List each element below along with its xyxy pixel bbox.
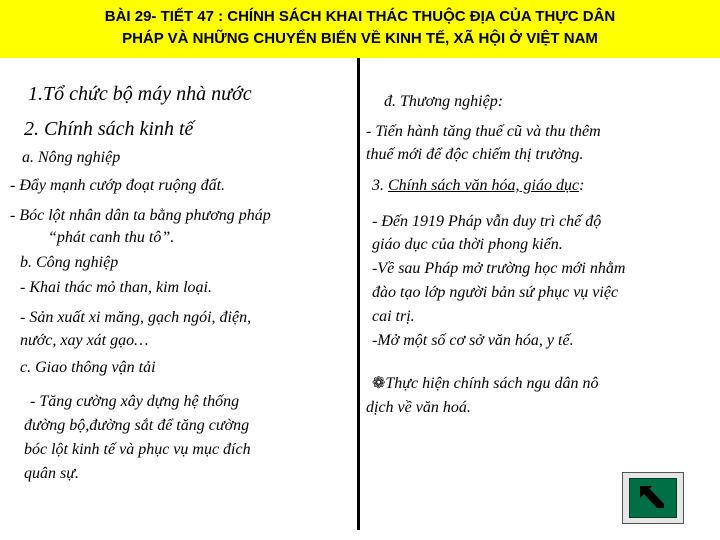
title-line-2: PHÁP VÀ NHỮNG CHUYỂN BIẾN VỀ KINH TẾ, XÃ HỘI Ở VIỆT NAM	[122, 30, 598, 47]
heading-culture-colon: :	[579, 177, 585, 194]
industry-item-2-line-1: - Sản xuất xi măng, gạch ngói, điện,	[20, 309, 252, 326]
culture-item-3: -Mở một số cơ sở văn hóa, y tế.	[372, 332, 574, 349]
title-bar	[0, 0, 720, 58]
commerce-item-line-1: - Tiến hành tăng thuế cũ và thu thêm	[366, 123, 601, 140]
flower-bullet-icon: ❁	[372, 375, 386, 392]
heading-culture-education	[372, 176, 584, 196]
heading-culture-number: 3.	[372, 177, 388, 194]
culture-item-2-line-2: đào tạo lớp người bản sứ phục vụ việc	[372, 284, 619, 301]
transport-item-line-4: quân sự.	[24, 465, 79, 482]
culture-item-2-line-1: -Về sau Pháp mở trường học mới nhằm	[372, 260, 626, 277]
return-button[interactable]	[622, 472, 684, 524]
subheading-transport: c. Giao thông vận tải	[20, 359, 156, 376]
industry-item-2-line-2: nước, xay xát gạo…	[20, 332, 149, 349]
heading-culture-text: Chính sách văn hóa, giáo dục	[388, 177, 580, 194]
agri-item-2-line-2: “phát canh thu tô”.	[48, 229, 175, 246]
return-arrow-icon	[636, 484, 670, 512]
conclusion-line-1	[372, 374, 599, 394]
culture-item-1-line-1: - Đến 1919 Pháp vẫn duy trì chế độ	[372, 213, 602, 230]
industry-item-1: - Khai thác mỏ than, kim loại.	[20, 279, 212, 296]
commerce-item-line-2: thuế mới để độc chiếm thị trường.	[366, 146, 584, 163]
agri-item-2-line-1: - Bóc lột nhân dân ta bằng phương pháp	[10, 207, 271, 224]
subheading-agriculture: a. Nông nghiệp	[22, 149, 121, 166]
subheading-commerce: đ. Thương nghiệp:	[384, 93, 504, 110]
title-line-1: BÀI 29- TIẾT 47 : CHÍNH SÁCH KHAI THÁC THUỘC ĐỊA CỦA THỰC DÂN	[104, 8, 616, 25]
transport-item-line-1: - Tăng cường xây dựng hệ thống	[30, 393, 240, 410]
culture-item-2-line-3: cai trị.	[372, 308, 415, 325]
return-button-face[interactable]	[629, 478, 677, 518]
transport-item-line-3: bóc lột kinh tế và phục vụ mục đích	[24, 441, 251, 458]
column-divider	[357, 58, 360, 530]
heading-state-apparatus: 1.Tổ chức bộ máy nhà nước	[28, 83, 252, 105]
conclusion-line-2: dịch về văn hoá.	[366, 399, 471, 416]
conclusion-text-1: Thực hiện chính sách ngu dân nô	[385, 375, 599, 392]
subheading-industry: b. Công nghiệp	[20, 254, 119, 271]
agri-item-1: - Đẩy mạnh cướp đoạt ruộng đất.	[10, 177, 226, 194]
culture-item-1-line-2: giáo dục của thời phong kiến.	[372, 236, 563, 253]
transport-item-line-2: đường bộ,đường sắt để tăng cường	[24, 417, 250, 434]
heading-economic-policy: 2. Chính sách kinh tế	[24, 118, 194, 140]
